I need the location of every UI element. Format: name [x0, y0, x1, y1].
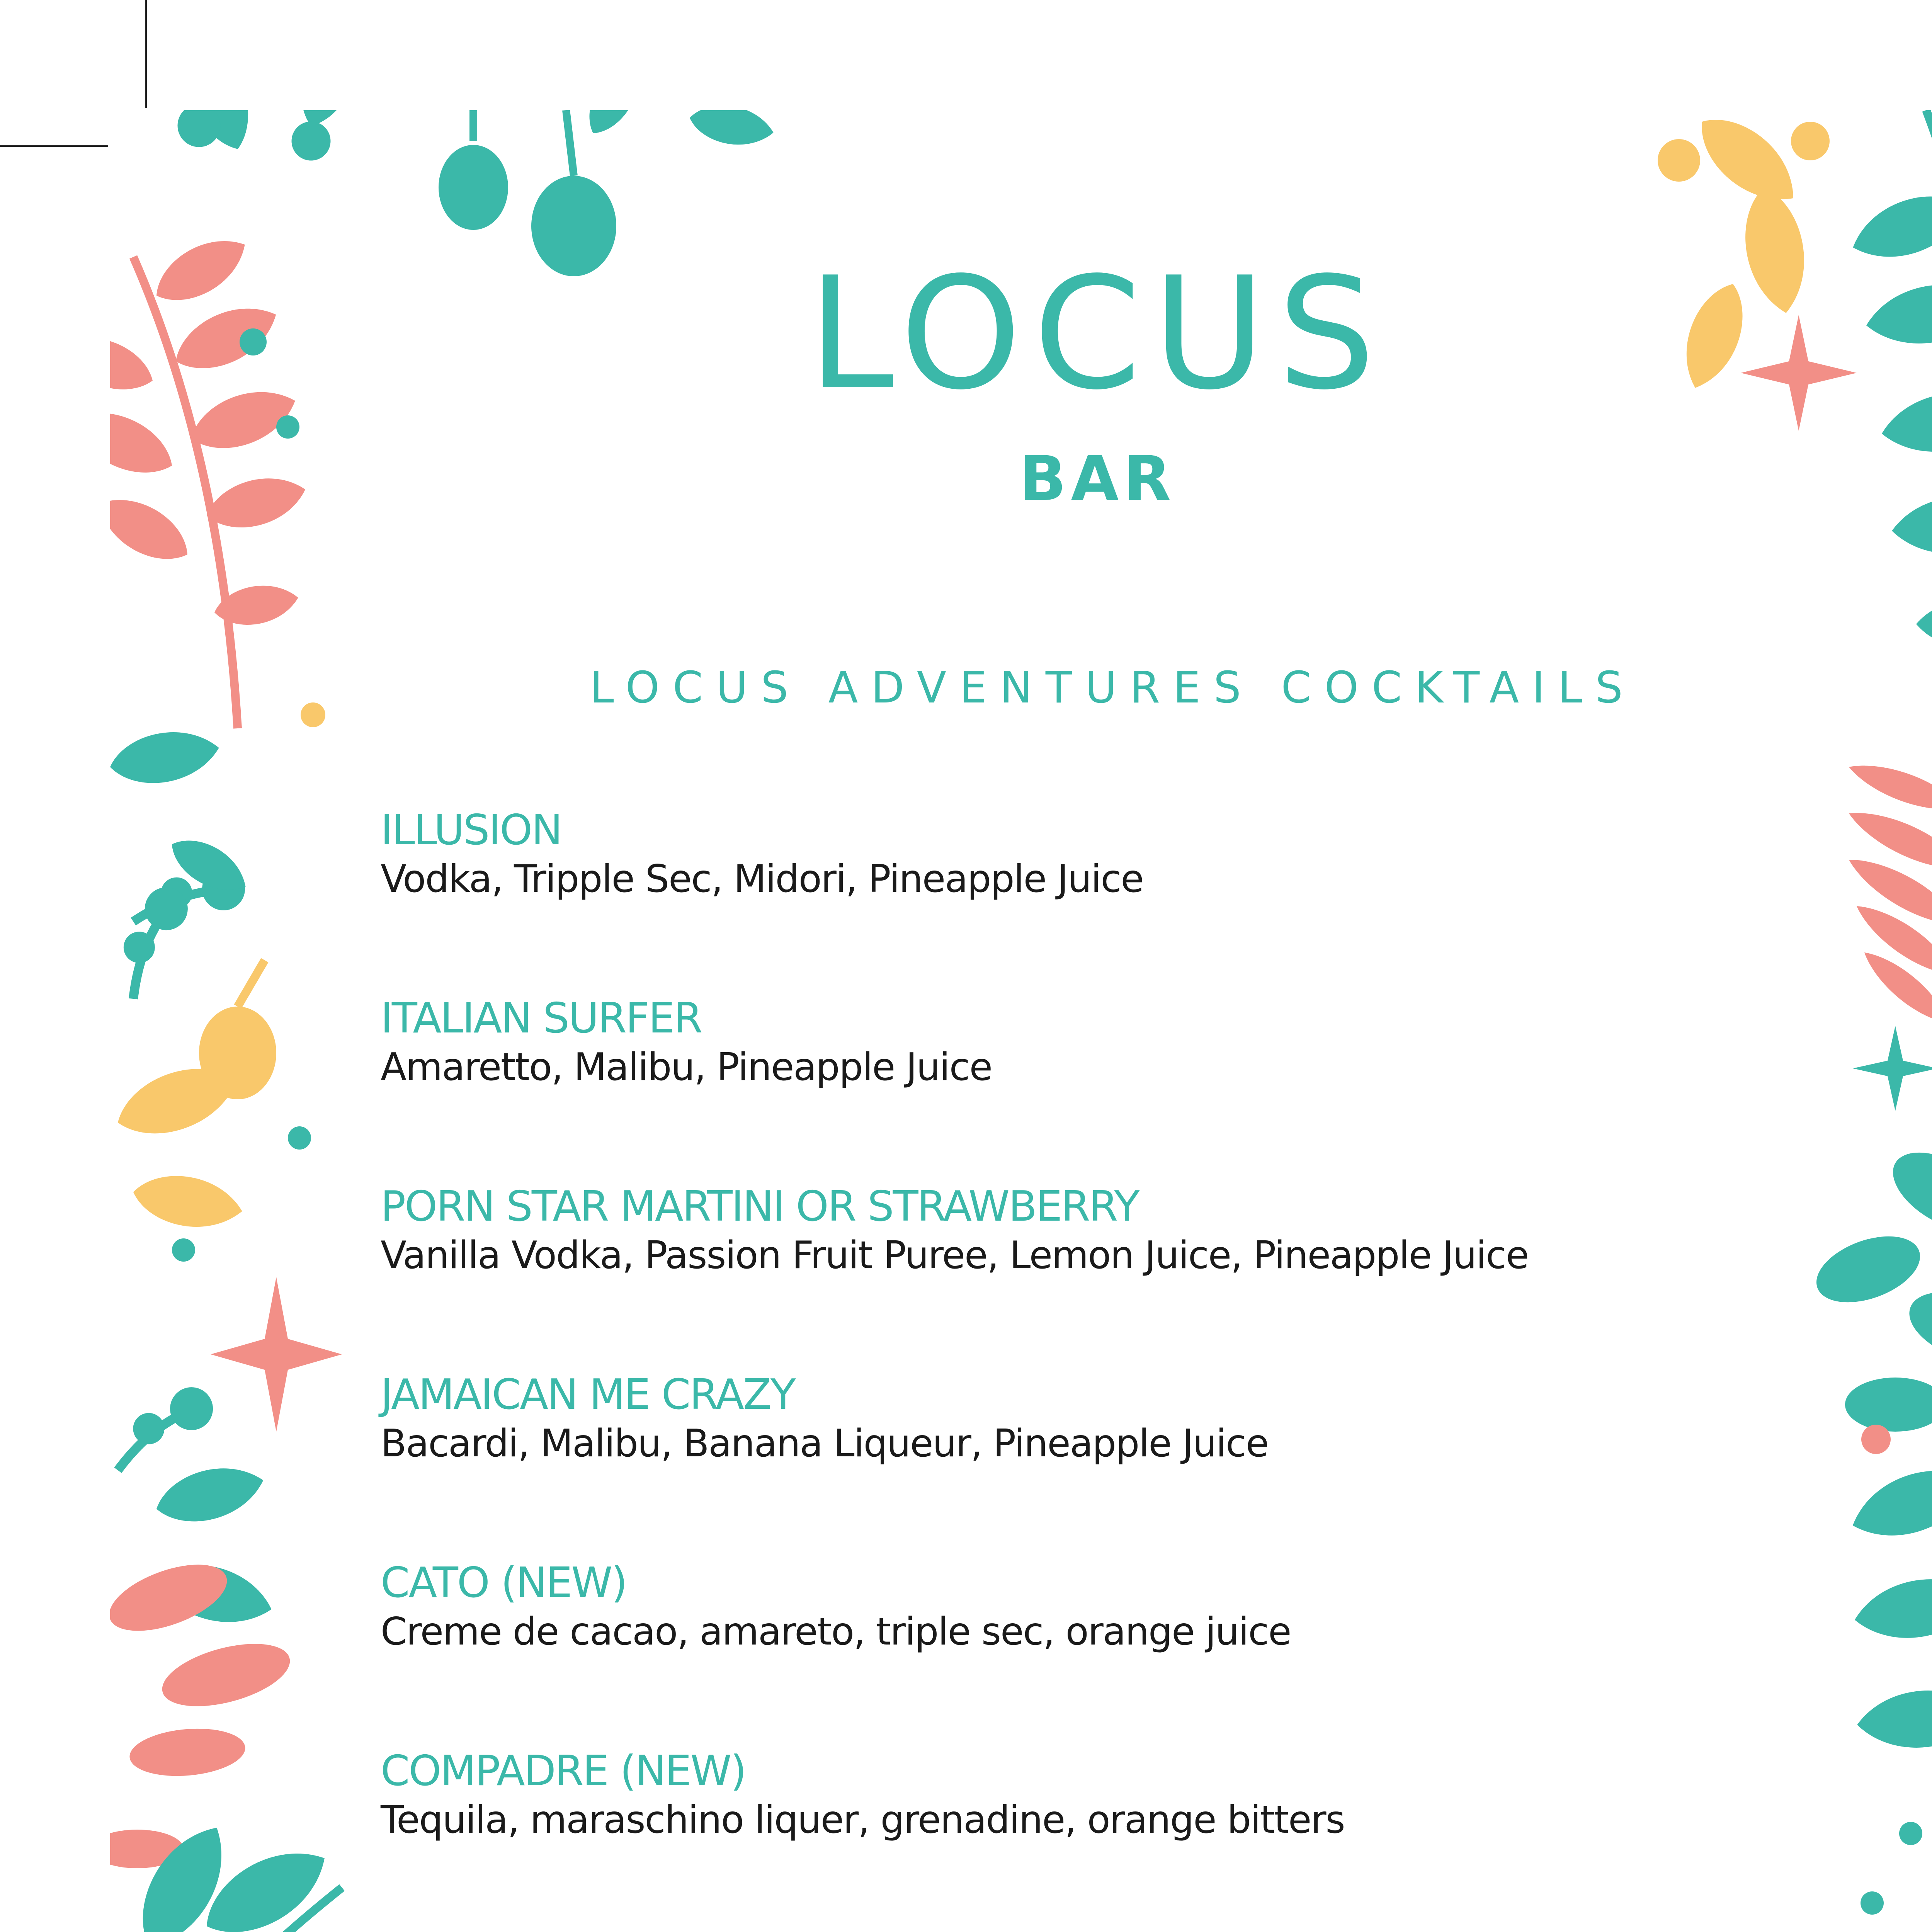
- cocktail-list: [381, 806, 1888, 1932]
- cocktail-ingredients: Creme de cacao, amareto, triple sec, orange juice: [381, 1610, 1291, 1654]
- section-title: LOCUS ADVENTURES COCKTAILS: [590, 663, 1636, 713]
- left-teal-berries: [110, 724, 255, 999]
- cocktail-item: [381, 994, 1888, 1091]
- cocktail-ingredients: Bacardi, Malibu, Banana Liqueur, Pineapple Juice: [381, 1422, 1269, 1466]
- top-teal-pods: [439, 110, 777, 276]
- cocktail-name: ILLUSION: [381, 806, 562, 854]
- cocktail-name: CATO (NEW): [381, 1559, 627, 1607]
- cocktail-name: ITALIAN SURFER: [381, 994, 702, 1043]
- brand-logo-subtitle: BAR: [1019, 442, 1176, 515]
- cocktail-item: [381, 806, 1888, 903]
- cocktail-item: [381, 1747, 1888, 1844]
- left-yellow-pod: [110, 960, 276, 1235]
- cocktail-name: COMPADRE (NEW): [381, 1747, 746, 1795]
- cocktail-item: [381, 1370, 1888, 1468]
- cocktail-name: JAMAICAN ME CRAZY: [381, 1371, 795, 1419]
- crop-mark-top-left-h: [0, 145, 108, 147]
- cocktail-item: [381, 1558, 1888, 1656]
- left-coral-swirls: [110, 1551, 296, 1868]
- brand-header: [110, 244, 1932, 515]
- cocktail-ingredients: Amaretto, Malibu, Pineapple Juice: [381, 1045, 992, 1089]
- left-coral-star: [211, 1277, 342, 1432]
- brand-logo-name: LOCUS: [808, 244, 1387, 424]
- cocktail-name: PORN STAR MARTINI OR STRAWBERRY: [381, 1182, 1139, 1231]
- cocktail-item: [381, 1182, 1888, 1279]
- cocktail-ingredients: Vanilla Vodka, Passion Fruit Puree, Lemon Juice, Pineapple Juice: [381, 1233, 1529, 1277]
- menu-page: [110, 110, 1932, 1932]
- cocktail-ingredients: Tequila, maraschino liquer, grenadine, orange bitters: [381, 1798, 1345, 1842]
- crop-mark-top-left-v: [145, 0, 147, 108]
- cocktail-ingredients: Vodka, Tripple Sec, Midori, Pineapple Juice: [381, 857, 1143, 901]
